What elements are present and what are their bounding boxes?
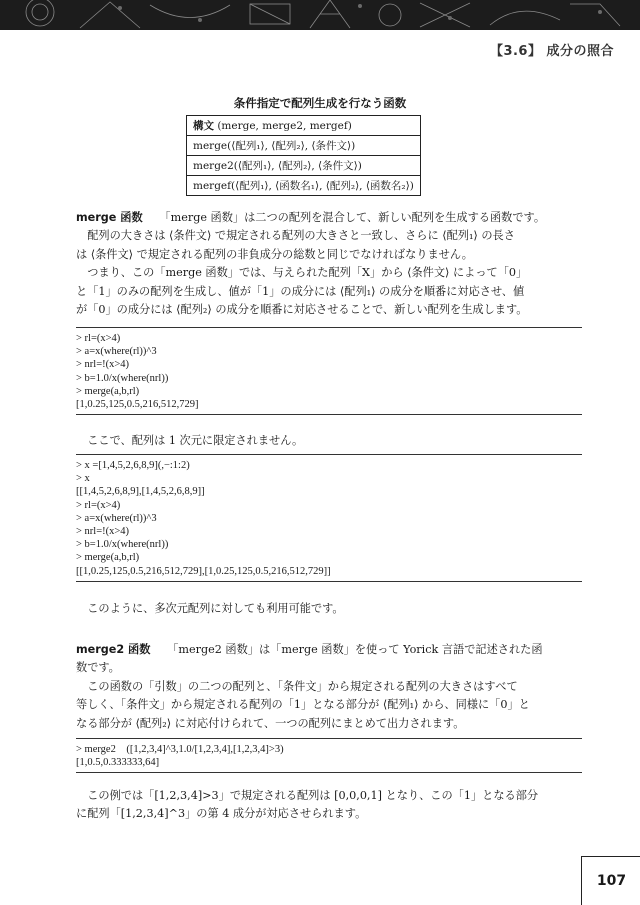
syntax-row-mergef: mergef(⟨配列₁⟩, ⟨函数名₁⟩, ⟨配列₂⟩, ⟨函数名₂⟩) (187, 176, 421, 196)
code-line: > nrl=!(x>4) (76, 526, 130, 538)
code-line: [1,0.5,0.333333,64] (76, 757, 160, 769)
merge2-line-3: この函数の「引数」の二つの配列と、「条件文」から規定される配列の大きさはすべて (76, 679, 518, 693)
code-line: > merge(a,b,rl) (76, 552, 140, 564)
merge2-line-1: merge2 函数 「merge2 函数」は「merge 函数」を使って Yorick 言語で記述された函 (76, 643, 543, 656)
code-line: > x (76, 473, 90, 485)
code-line: [[1,0.25,125,0.5,216,512,729],[1,0.25,125,0.5,216,512,729]] (76, 565, 331, 577)
merge2-line-5: なる部分が ⟨配列₂⟩ に対応付けられて、一つの配列にまとめて出力されます。 (76, 716, 465, 730)
note-2: このように、多次元配列に対しても利用可能です。 (76, 602, 344, 615)
code-line: > a=x(where(rl))^3 (76, 512, 157, 524)
code-block-3 (76, 738, 582, 773)
merge2-term: merge2 函数 (76, 643, 151, 656)
code-line: > nrl=!(x>4) (76, 359, 130, 371)
merge2-line-2: 数です。 (76, 661, 120, 675)
code-line: [[1,4,5,2,6,8,9],[1,4,5,2,6,8,9]] (76, 486, 205, 498)
code-line: > b=1.0/x(where(nrl)) (76, 372, 169, 384)
syntax-table (186, 115, 421, 196)
syntax-table-title: 条件指定で配列生成を行なう函数 (233, 96, 407, 110)
merge-line-5: と「1」のみの配列を生成し、値が「1」の成分には ⟨配列₁⟩ の成分を順番に対応させ、値 (76, 284, 525, 298)
final-line-1: この例では「[1,2,3,4]>3」で規定される配列は [0,0,0,1] となり、この「1」となる部分 (76, 789, 539, 802)
header-decorative-banner (0, 0, 640, 30)
syntax-header-label: 構文 (193, 120, 214, 132)
merge-line-1: merge 函数 「merge 函数」は二つの配列を混合して、新しい配列を生成する函数です。 (76, 211, 546, 224)
page-number: 107 (581, 856, 640, 905)
code-line: > merge2 ([1,2,3,4]^3,1.0/[1,2,3,4],[1,2,3,4]>3) (76, 744, 284, 755)
engraving-pattern (0, 0, 640, 30)
merge-line-4: つまり、この「merge 函数」では、与えられた配列「X」から ⟨条件文⟩ によって「0」 (76, 266, 528, 280)
merge-line-2: 配列の大きさは ⟨条件文⟩ で規定される配列の大きさと一致し、さらに ⟨配列₁⟩ の長さ (76, 229, 515, 243)
code-line: [1,0.25,125,0.5,216,512,729] (76, 399, 199, 411)
merge2-section (76, 641, 582, 733)
syntax-header-functions: (merge, merge2, mergef) (214, 120, 352, 132)
chapter-heading: 【3.6】 成分の照合 (489, 44, 614, 59)
code-block-1 (76, 327, 582, 415)
merge2-line-4: 等しく、「条件文」から規定される配列の「1」となる部分が ⟨配列₁⟩ から、同様に「0」と (76, 698, 530, 712)
merge-section (76, 209, 582, 319)
code-line: > a=x(where(rl))^3 (76, 346, 157, 358)
code-line: > merge(a,b,rl) (76, 385, 140, 397)
code-line: > b=1.0/x(where(nrl)) (76, 539, 169, 551)
syntax-row-merge: merge(⟨配列₁⟩, ⟨配列₂⟩, ⟨条件文⟩) (187, 136, 421, 156)
code-block-2 (76, 454, 582, 582)
code-line: > rl=(x>4) (76, 333, 121, 344)
merge-line-3: は ⟨条件文⟩ で規定される配列の非負成分の総数と同じでなければなりません。 (76, 247, 473, 261)
merge-line-6: が「0」の成分には ⟨配列₂⟩ の成分を順番に対応させることで、新しい配列を生成します。 (76, 303, 528, 317)
code-line: > x =[1,4,5,2,6,8,9](,−:1:2) (76, 460, 190, 471)
syntax-row-merge2: merge2(⟨配列₁⟩, ⟨配列₂⟩, ⟨条件文⟩) (187, 156, 421, 176)
final-line-2: に配列「[1,2,3,4]^3」の第 4 成分が対応させられます。 (76, 807, 367, 821)
note-1: ここで、配列は 1 次元に限定されません。 (76, 434, 304, 447)
final-paragraph (76, 787, 582, 824)
code-line: > rl=(x>4) (76, 499, 121, 511)
syntax-table-header (187, 116, 421, 136)
merge-term: merge 函数 (76, 211, 143, 224)
